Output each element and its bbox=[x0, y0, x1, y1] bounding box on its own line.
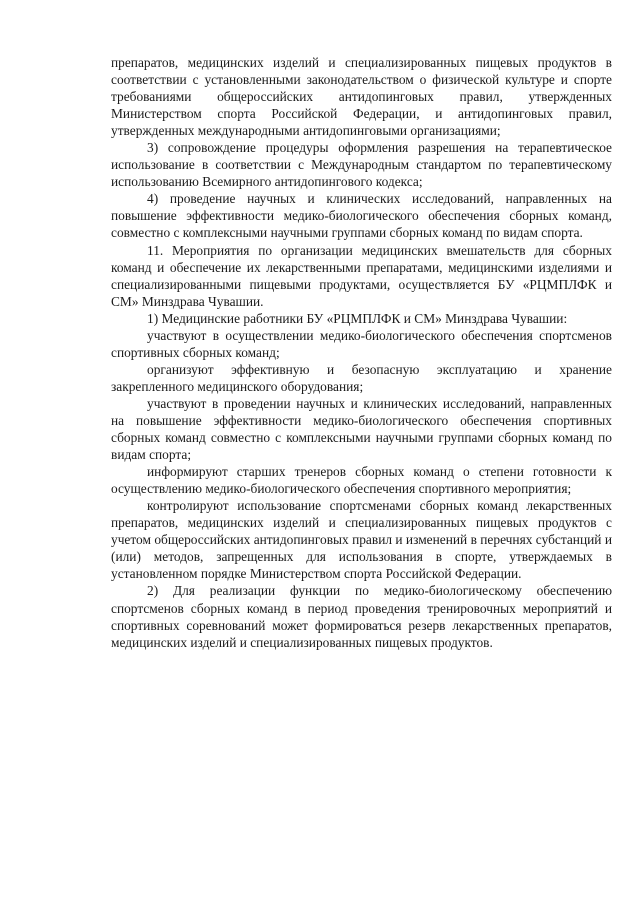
paragraph-item-3: 3) сопровождение процедуры оформления разрешения на терапевтическое использование в соответствии с Международным стандартом по терапевтическому использованию Всемирного антидопингового кодекса; bbox=[111, 140, 612, 190]
paragraph-sub-1e: контролируют использование спортсменами сборных команд лекарственных препаратов, медицинских изделий и специализированных пищевых продуктов с учетом общероссийских антидопинговых правил и изменений в перечнях субстанций и (или) методов, запрещенных для использования в спорте, утверждаемых в установленном порядке Министерством спорта Российской Федерации. bbox=[111, 498, 612, 582]
paragraph-continuation: препаратов, медицинских изделий и специализированных пищевых продуктов в соответствии с установленными законодательством о физической культуре и спорте требованиями общероссийских антидопинговых правил, утвержденных Министерством спорта Российской Федерации, и антидопинговых правил, утвержденных международными антидопинговыми организациями; bbox=[111, 55, 612, 139]
paragraph-item-4: 4) проведение научных и клинических исследований, направленных на повышение эффективности медико-биологического обеспечения сборных команд, совместно с комплексными научными группами сборных команд по видам спорта. bbox=[111, 191, 612, 241]
document-body bbox=[111, 54, 612, 651]
paragraph-section-11: 11. Мероприятия по организации медицинских вмешательств для сборных команд и обеспечение их лекарственными препаратами, медицинскими изделиями и специализированными пищевыми продуктами, осуществляется БУ «РЦМПЛФК и СМ» Минздрава Чувашии. bbox=[111, 242, 612, 309]
paragraph-sub-2: 2) Для реализации функции по медико-биологическому обеспечению спортсменов сборных команд в период проведения тренировочных мероприятий и спортивных соревнований может формироваться резерв лекарственных препаратов, медицинских изделий и специализированных пищевых продуктов. bbox=[111, 583, 612, 650]
paragraph-sub-1b: организуют эффективную и безопасную эксплуатацию и хранение закрепленного медицинского оборудования; bbox=[111, 361, 612, 394]
paragraph-sub-1c: участвуют в проведении научных и клинических исследований, направленных на повышение эффективности медико-биологического обеспечения спортивных сборных команд совместно с комплексными научными группами сборных команд по видам спорта; bbox=[111, 395, 612, 463]
paragraph-sub-1a: участвуют в осуществлении медико-биологического обеспечения спортсменов спортивных сборных команд; bbox=[111, 327, 612, 360]
paragraph-sub-1: 1) Медицинские работники БУ «РЦМПЛФК и СМ» Минздрава Чувашии: bbox=[147, 310, 568, 326]
paragraph-sub-1d: информируют старших тренеров сборных команд о степени готовности к осуществлению медико-биологического обеспечения спортивного мероприятия; bbox=[111, 464, 612, 497]
